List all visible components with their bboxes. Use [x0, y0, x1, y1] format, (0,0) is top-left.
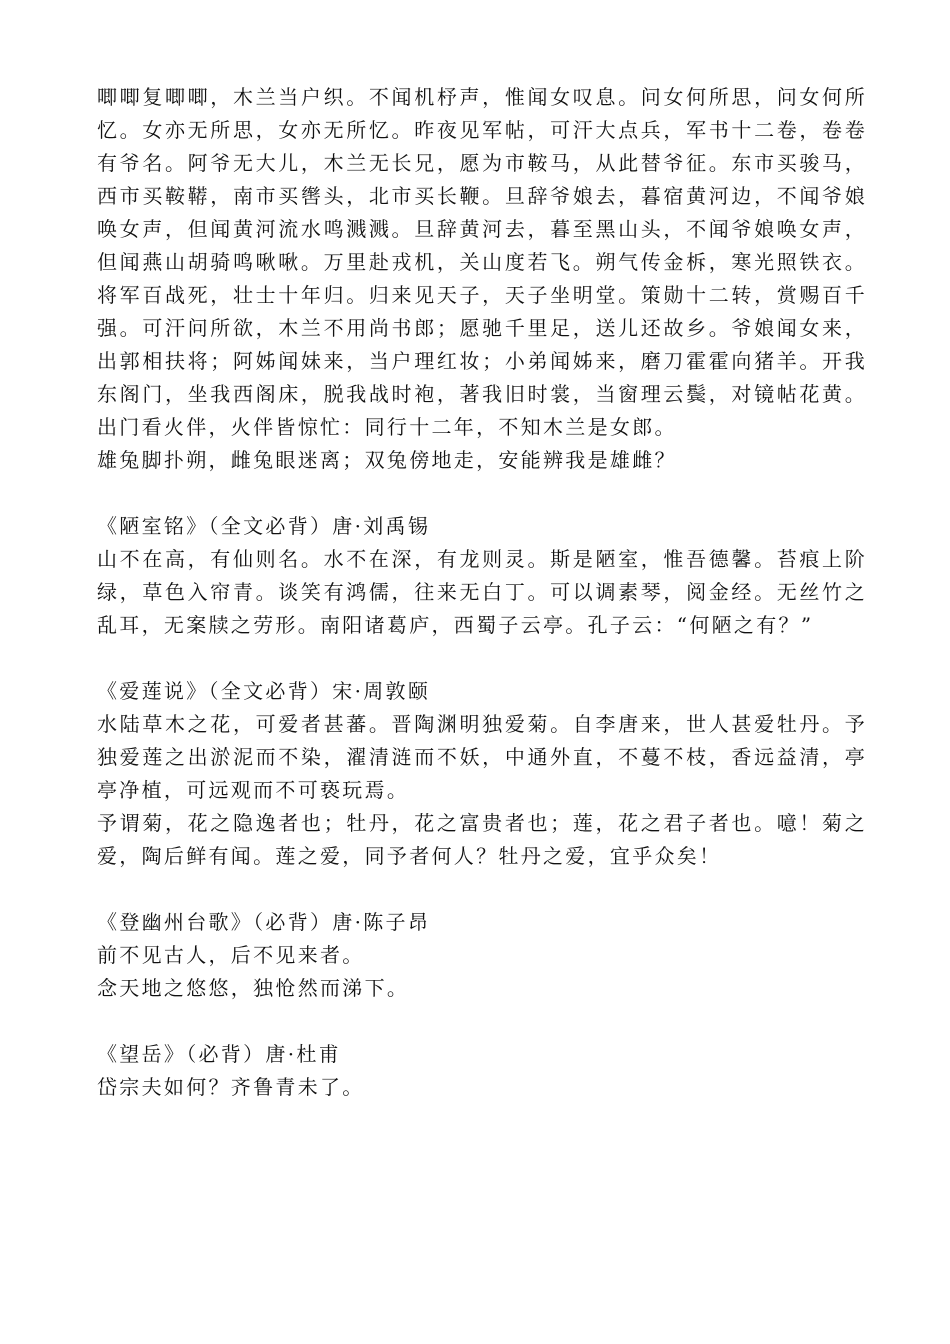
- dengyouzhou-line-1: 前不见古人，后不见来者。: [97, 943, 365, 967]
- ailianshuo-title: 《爱莲说》（全文必背）宋·周敦颐: [97, 679, 431, 703]
- loushiming-title: 《陋室铭》（全文必背）唐·刘禹锡: [97, 514, 431, 538]
- ailianshuo-paragraph-1: 水陆草木之花，可爱者甚蕃。晋陶渊明独爱菊。自李唐来，世人甚爱牡丹。予独爱莲之出淤泥而不染，濯清涟而不妖，中通外直，不蔓不枝，香远益清，亭亭净植，可远观而不可亵玩焉。: [97, 712, 867, 802]
- section-gap: [97, 477, 867, 510]
- mulan-paragraph-2: 雄兔脚扑朔，雌兔眼迷离；双兔傍地走，安能辨我是雄雌？: [97, 448, 677, 472]
- ailianshuo-paragraph-2: 予谓菊，花之隐逸者也；牡丹，花之富贵者也；莲，花之君子者也。噫！菊之爱，陶后鲜有闻。莲之爱，同予者何人？牡丹之爱，宜乎众矣！: [97, 811, 867, 868]
- wangyue-line-1: 岱宗夫如何？齐鲁青未了。: [97, 1075, 365, 1099]
- loushiming-paragraph-1: 山不在高，有仙则名。水不在深，有龙则灵。斯是陋室，惟吾德馨。苔痕上阶绿，草色入帘青。谈笑有鸿儒，往来无白丁。可以调素琴，阅金经。无丝竹之乱耳，无案牍之劳形。南阳诸葛庐，西蜀子云亭。孔子云：“何陋之有？”: [97, 547, 867, 637]
- section-gap: [97, 873, 867, 906]
- mulan-paragraph-1: 唧唧复唧唧，木兰当户织。不闻机杼声，惟闻女叹息。问女何所思，问女何所忆。女亦无所思，女亦无所忆。昨夜见军帖，可汗大点兵，军书十二卷，卷卷有爷名。阿爷无大儿，木兰无长兄，愿为市鞍马，从此替爷征。东市买骏马，西市买鞍鞯，南市买辔头，北市买长鞭。旦辞爷娘去，暮宿黄河边，不闻爷娘唤女声，但闻黄河流水鸣溅溅。旦辞黄河去，暮至黑山头，不闻爷娘唤女声，但闻燕山胡骑鸣啾啾。万里赴戎机，关山度若飞。朔气传金柝，寒光照铁衣。将军百战死，壮士十年归。归来见天子，天子坐明堂。策勋十二转，赏赐百千强。可汗问所欲，木兰不用尚书郎；愿驰千里足，送儿还故乡。爷娘闻女来，出郭相扶将；阿姊闻妹来，当户理红妆；小弟闻姊来，磨刀霍霍向猪羊。开我东阁门，坐我西阁床，脱我战时袍，著我旧时裳，当窗理云鬓，对镜帖花黄。出门看火伴，火伴皆惊忙：同行十二年，不知木兰是女郎。: [97, 85, 867, 439]
- dengyouzhou-line-2: 念天地之悠悠，独怆然而涕下。: [97, 976, 410, 1000]
- dengyouzhou-title: 《登幽州台歌》（必背）唐·陈子昂: [97, 910, 431, 934]
- section-gap: [97, 642, 867, 675]
- section-gap: [97, 1005, 867, 1038]
- wangyue-title: 《望岳》（必背）唐·杜甫: [97, 1042, 341, 1066]
- document-page: [97, 81, 867, 1104]
